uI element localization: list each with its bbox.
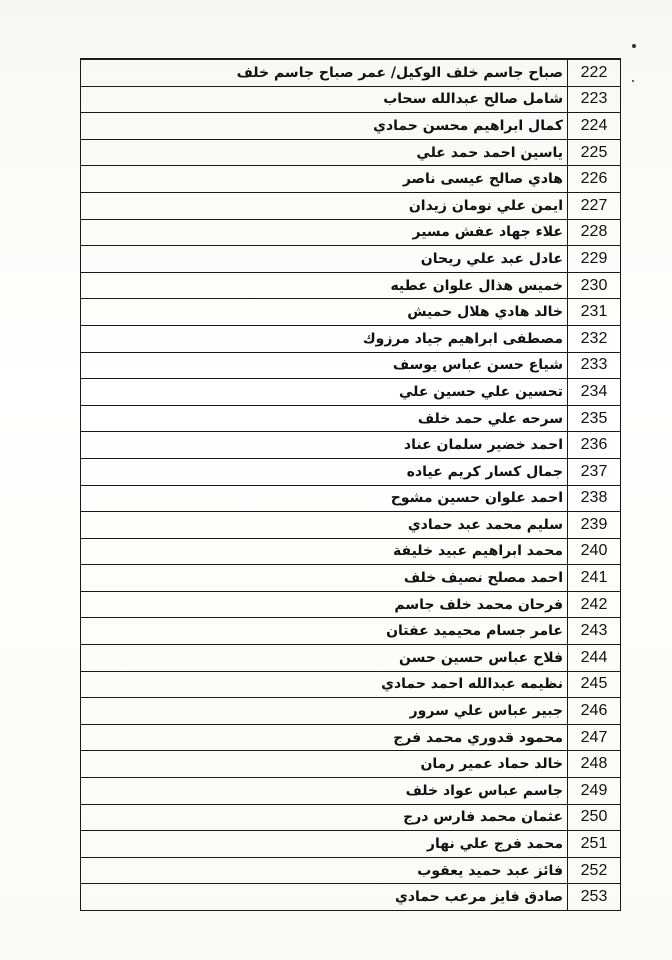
row-number: 228 bbox=[568, 219, 621, 246]
row-number: 224 bbox=[568, 113, 621, 140]
row-number: 229 bbox=[568, 246, 621, 273]
row-number: 236 bbox=[568, 432, 621, 459]
table-row bbox=[81, 778, 621, 805]
person-name: علاء جهاد عفش مسير bbox=[81, 219, 568, 246]
person-name: خالد حماد عمير رمان bbox=[81, 751, 568, 778]
person-name: سرحه علي حمد خلف bbox=[81, 405, 568, 432]
person-name: مصطفى ابراهيم جياد مرزوك bbox=[81, 325, 568, 352]
table-row bbox=[81, 538, 621, 565]
row-number: 227 bbox=[568, 192, 621, 219]
person-name: شياع حسن عباس يوسف bbox=[81, 352, 568, 379]
person-name: كمال ابراهيم محسن حمادي bbox=[81, 113, 568, 140]
row-number: 251 bbox=[568, 831, 621, 858]
table-row bbox=[81, 272, 621, 299]
row-number: 252 bbox=[568, 857, 621, 884]
person-name: ياسين احمد حمد علي bbox=[81, 139, 568, 166]
table-row bbox=[81, 139, 621, 166]
table-row bbox=[81, 379, 621, 406]
person-name: محمد فرج علي نهار bbox=[81, 831, 568, 858]
table-row bbox=[81, 299, 621, 326]
table-row bbox=[81, 512, 621, 539]
person-name: صادق فايز مرعب حمادي bbox=[81, 884, 568, 911]
row-number: 231 bbox=[568, 299, 621, 326]
person-name: خميس هذال علوان عطيه bbox=[81, 272, 568, 299]
person-name: احمد علوان حسين مشوح bbox=[81, 485, 568, 512]
row-number: 243 bbox=[568, 618, 621, 645]
table-row bbox=[81, 59, 621, 86]
table-row bbox=[81, 831, 621, 858]
person-name: شامل صالح عبدالله سحاب bbox=[81, 86, 568, 113]
table-row bbox=[81, 166, 621, 193]
row-number: 232 bbox=[568, 325, 621, 352]
table-row bbox=[81, 724, 621, 751]
person-name: عثمان محمد فارس درج bbox=[81, 804, 568, 831]
row-number: 241 bbox=[568, 565, 621, 592]
row-number: 235 bbox=[568, 405, 621, 432]
row-number: 247 bbox=[568, 724, 621, 751]
row-number: 234 bbox=[568, 379, 621, 406]
table-row bbox=[81, 698, 621, 725]
table-row bbox=[81, 86, 621, 113]
row-number: 249 bbox=[568, 778, 621, 805]
row-number: 250 bbox=[568, 804, 621, 831]
person-name: فائز عبد حميد يعقوب bbox=[81, 857, 568, 884]
table-row bbox=[81, 857, 621, 884]
paper-speck bbox=[632, 44, 636, 48]
person-name: احمد خضير سلمان عناد bbox=[81, 432, 568, 459]
person-name: عادل عبد علي ريحان bbox=[81, 246, 568, 273]
person-name: ايمن علي نومان زيدان bbox=[81, 192, 568, 219]
table-row bbox=[81, 804, 621, 831]
row-number: 245 bbox=[568, 671, 621, 698]
row-number: 238 bbox=[568, 485, 621, 512]
paper-speck bbox=[632, 80, 634, 82]
row-number: 225 bbox=[568, 139, 621, 166]
person-name: جبير عباس علي سرور bbox=[81, 698, 568, 725]
table-row bbox=[81, 113, 621, 140]
table-row bbox=[81, 432, 621, 459]
row-number: 233 bbox=[568, 352, 621, 379]
table-row bbox=[81, 192, 621, 219]
table-row bbox=[81, 485, 621, 512]
table-row bbox=[81, 458, 621, 485]
names-list-table bbox=[80, 58, 621, 911]
table-row bbox=[81, 565, 621, 592]
row-number: 239 bbox=[568, 512, 621, 539]
names-list-body bbox=[81, 59, 621, 911]
table-row bbox=[81, 325, 621, 352]
person-name: خالد هادي هلال حميش bbox=[81, 299, 568, 326]
table-row bbox=[81, 246, 621, 273]
person-name: محمود قدوري محمد فرج bbox=[81, 724, 568, 751]
row-number: 248 bbox=[568, 751, 621, 778]
row-number: 237 bbox=[568, 458, 621, 485]
row-number: 242 bbox=[568, 591, 621, 618]
person-name: تحسين علي حسين علي bbox=[81, 379, 568, 406]
person-name: سليم محمد عبد حمادي bbox=[81, 512, 568, 539]
person-name: فلاح عباس حسين حسن bbox=[81, 645, 568, 672]
row-number: 222 bbox=[568, 59, 621, 86]
table-row bbox=[81, 618, 621, 645]
table-row bbox=[81, 751, 621, 778]
table-row bbox=[81, 884, 621, 911]
table-row bbox=[81, 645, 621, 672]
row-number: 226 bbox=[568, 166, 621, 193]
row-number: 246 bbox=[568, 698, 621, 725]
person-name: عامر جسام محيميد عفتان bbox=[81, 618, 568, 645]
row-number: 223 bbox=[568, 86, 621, 113]
person-name: جمال كسار كريم عياده bbox=[81, 458, 568, 485]
table-row bbox=[81, 671, 621, 698]
person-name: نظيمه عبدالله احمد حمادي bbox=[81, 671, 568, 698]
table-row bbox=[81, 219, 621, 246]
table-row bbox=[81, 405, 621, 432]
person-name: جاسم عباس عواد خلف bbox=[81, 778, 568, 805]
person-name: احمد مصلح نصيف خلف bbox=[81, 565, 568, 592]
person-name: فرحان محمد خلف جاسم bbox=[81, 591, 568, 618]
person-name: صباح جاسم خلف الوكيل/ عمر صباح جاسم خلف bbox=[81, 59, 568, 86]
row-number: 230 bbox=[568, 272, 621, 299]
row-number: 244 bbox=[568, 645, 621, 672]
table-row bbox=[81, 352, 621, 379]
person-name: هادي صالح عيسى ناصر bbox=[81, 166, 568, 193]
person-name: محمد ابراهيم عبيد خليفة bbox=[81, 538, 568, 565]
table-row bbox=[81, 591, 621, 618]
row-number: 240 bbox=[568, 538, 621, 565]
row-number: 253 bbox=[568, 884, 621, 911]
